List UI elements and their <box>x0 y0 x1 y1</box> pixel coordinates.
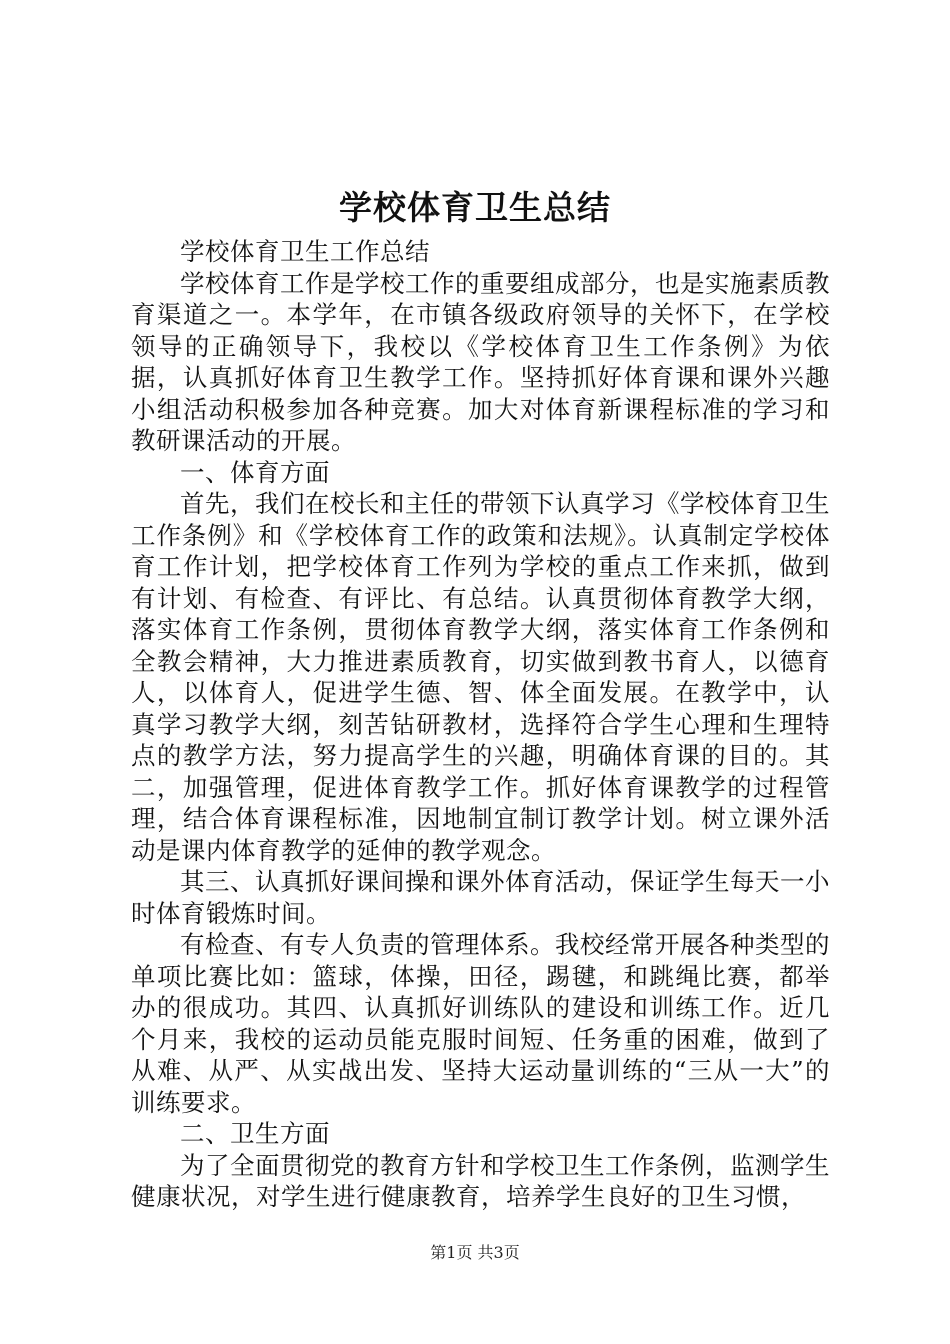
document-body <box>131 236 830 1213</box>
section-heading-hygiene: 二、卫生方面 <box>180 1119 330 1148</box>
section-heading-sports: 一、体育方面 <box>180 457 330 487</box>
paragraph-subtitle: 学校体育卫生工作总结 <box>180 237 430 266</box>
paragraph-hygiene: 为了全面贯彻党的教育方针和学校卫生工作条例，监测学生健康状况，对学生进行健康教育，培养学生良好的卫生习惯， <box>131 1150 830 1211</box>
paragraph-intro: 学校体育工作是学校工作的重要组成部分，也是实施素质教育渠道之一。本学年，在市镇各级政府领导的关怀下，在学校领导的正确领导下，我校以《学校体育卫生工作条例》为依据，认真抓好体育卫生教学工作。坚持抓好体育课和课外兴趣小组活动积极参加各种竞赛。加大对体育新课程标准的学习和教研课活动的开展。 <box>131 268 830 455</box>
page-number-footer: 第1页 共3页 <box>430 1243 520 1262</box>
paragraph-sports-management: 有检查、有专人负责的管理体系。我校经常开展各种类型的单项比赛比如：篮球，体操，田径，踢毽，和跳绳比赛，都举办的很成功。其四、认真抓好训练队的建设和训练工作。近几个月来，我校的运动员能克服时间短、任务重的困难，做到了从难、从严、从实战出发、坚持大运动量训练的“三从一大”的训练要求。 <box>131 930 830 1117</box>
paragraph-sports-first: 首先，我们在校长和主任的带领下认真学习《学校体育卫生工作条例》和《学校体育工作的政策和法规》。认真制定学校体育工作计划，把学校体育工作列为学校的重点工作来抓，做到有计划、有检查、有评比、有总结。认真贯彻体育教学大纲，落实体育工作条例，贯彻体育教学大纲，落实体育工作条例和全教会精神，大力推进素质教育，切实做到教书育人，以德育人，以体育人，促进学生德、智、体全面发展。在教学中，认真学习教学大纲，刻苦钻研教材，选择符合学生心理和生理特点的教学方法，努力提高学生的兴趣，明确体育课的目的。其二，加强管理，促进体育教学工作。抓好体育课教学的过程管理，结合体育课程标准，因地制宜制订教学计划。树立课外活动是课内体育教学的延伸的教学观念。 <box>131 489 830 865</box>
paragraph-sports-third: 其三、认真抓好课间操和课外体育活动，保证学生每天一小时体育锻炼时间。 <box>131 867 830 928</box>
document-title: 学校体育卫生总结 <box>339 188 611 227</box>
